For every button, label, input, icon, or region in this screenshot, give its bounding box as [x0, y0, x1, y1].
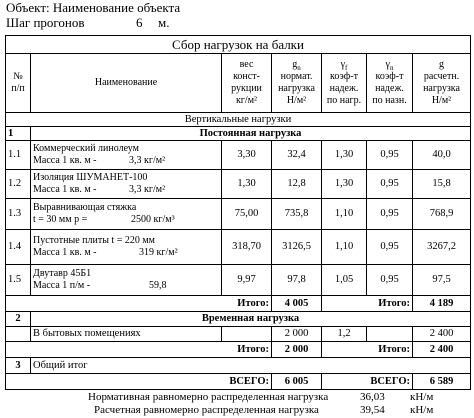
col-gf-header: $\gamma_f$ коэф-т надеж. по нагр. — [322, 54, 367, 113]
section-title: Временная нагрузка — [31, 312, 471, 327]
section-title: Общий итог — [31, 358, 471, 374]
row-gf: 1,30 — [322, 170, 367, 199]
section-num: 1 — [6, 127, 31, 141]
row-weight: 3,30 — [222, 141, 272, 170]
total-label: ВСЕГО: — [6, 374, 272, 390]
row-gamma-n: 0,95 — [367, 265, 413, 296]
total-gn: 6 005 — [272, 374, 322, 390]
row-g: 2 400 — [413, 327, 471, 342]
total-label: Итого: — [6, 342, 272, 358]
design-value: 39,54 — [360, 404, 385, 416]
table-row — [6, 230, 471, 265]
row-name: Пустотные плиты t = 220 мм Масса 1 кв. м - 319 кг/м² — [31, 230, 222, 265]
step-unit: м. — [158, 15, 170, 30]
row-num: 1.3 — [6, 199, 31, 230]
row-name: Изоляция ШУМАНЕТ-100 Масса 1 кв. м - 3,3 кг/м² — [31, 170, 222, 199]
table-row — [6, 141, 471, 170]
row-name: Выравнивающая стяжка t = 30 мм p = 2500 кг/м³ — [31, 199, 222, 230]
row-num: 1.4 — [6, 230, 31, 265]
row-num: 1.1 — [6, 141, 31, 170]
row-weight: 75,00 — [222, 199, 272, 230]
col-g-header: g расчетн. нагрузка Н/м² — [413, 54, 471, 113]
table-row — [6, 327, 471, 342]
normative-label: Нормативная равномерно распределенная нагрузка — [88, 391, 329, 403]
total-g: 4 189 — [413, 296, 471, 312]
table-row — [6, 199, 471, 230]
row-g: 40,0 — [413, 141, 471, 170]
section-num: 2 — [6, 312, 31, 327]
total-label: Итого: — [6, 296, 272, 312]
total-g: 6 589 — [413, 374, 471, 390]
temporary-total-row — [6, 342, 471, 358]
row-gamma-n: 0,95 — [367, 230, 413, 265]
col-gn-header: $g_n$ нормат. нагрузка Н/м² — [272, 54, 322, 113]
section-header-permanent — [6, 127, 471, 141]
loads-table — [5, 35, 471, 390]
row-gn: 735,8 — [272, 199, 322, 230]
row-weight: 318,70 — [222, 230, 272, 265]
row-gn: 12,8 — [272, 170, 322, 199]
col-weight-header: вес конст- рукции кг/м² — [222, 54, 272, 113]
total-label: Итого: — [322, 342, 413, 358]
col-num-header: № п/п — [6, 54, 31, 113]
row-gf: 1,05 — [322, 265, 367, 296]
total-g: 2 400 — [413, 342, 471, 358]
row-weight: 9,97 — [222, 265, 272, 296]
step-label: Шаг прогонов — [6, 15, 85, 30]
total-label: ВСЕГО: — [322, 374, 413, 390]
section-num: 3 — [6, 358, 31, 374]
row-weight: 1,30 — [222, 170, 272, 199]
row-gf: 1,10 — [322, 199, 367, 230]
permanent-total-row — [6, 296, 471, 312]
total-gn: 2 000 — [272, 342, 322, 358]
total-gn: 4 005 — [272, 296, 322, 312]
design-unit: кН/м — [410, 404, 434, 416]
table-title: Сбор нагрузок на балки — [6, 36, 471, 54]
section-header-grand — [6, 358, 471, 374]
object-line: Объект: Наименование объекта — [6, 0, 181, 15]
row-name: Коммерческий линолеум Масса 1 кв. м - 3,3 кг/м² — [31, 141, 222, 170]
table-row — [6, 265, 471, 296]
row-gf: 1,30 — [322, 141, 367, 170]
row-gf: 1,10 — [322, 230, 367, 265]
row-num: 1.5 — [6, 265, 31, 296]
col-name-header: Наименование — [31, 54, 222, 113]
row-gamma-n: 0,95 — [367, 170, 413, 199]
table-row — [6, 170, 471, 199]
row-gamma-n: 0,95 — [367, 199, 413, 230]
row-g: 97,5 — [413, 265, 471, 296]
row-num: 1.2 — [6, 170, 31, 199]
normative-value: 36,03 — [360, 391, 385, 403]
row-name: В бытовых помещениях — [31, 327, 222, 342]
grand-total-row — [6, 374, 471, 390]
row-gf: 1,2 — [322, 327, 367, 342]
row-gn: 97,8 — [272, 265, 322, 296]
total-label: Итого: — [322, 296, 413, 312]
section-header-temporary — [6, 312, 471, 327]
normative-unit: кН/м — [410, 391, 434, 403]
design-label: Расчетная равномерно распределенная нагрузка — [94, 404, 319, 416]
row-g: 3267,2 — [413, 230, 471, 265]
column-header-row — [6, 54, 471, 113]
row-gamma-n: 0,95 — [367, 141, 413, 170]
step-value: 6 — [136, 15, 143, 30]
row-g: 15,8 — [413, 170, 471, 199]
step-row — [6, 15, 170, 31]
row-g: 768,9 — [413, 199, 471, 230]
col-gamma-n-header: $\gamma_n$ коэф-т надеж. по назн. — [367, 54, 413, 113]
row-gn: 2 000 — [272, 327, 322, 342]
row-gn: 32,4 — [272, 141, 322, 170]
vertical-section-label: Вертикальные нагрузки — [6, 113, 471, 127]
row-gn: 3126,5 — [272, 230, 322, 265]
section-title: Постоянная нагрузка — [31, 127, 471, 141]
row-name: Двутавр 45Б1 Масса 1 п/м - 59,8 — [31, 265, 222, 296]
